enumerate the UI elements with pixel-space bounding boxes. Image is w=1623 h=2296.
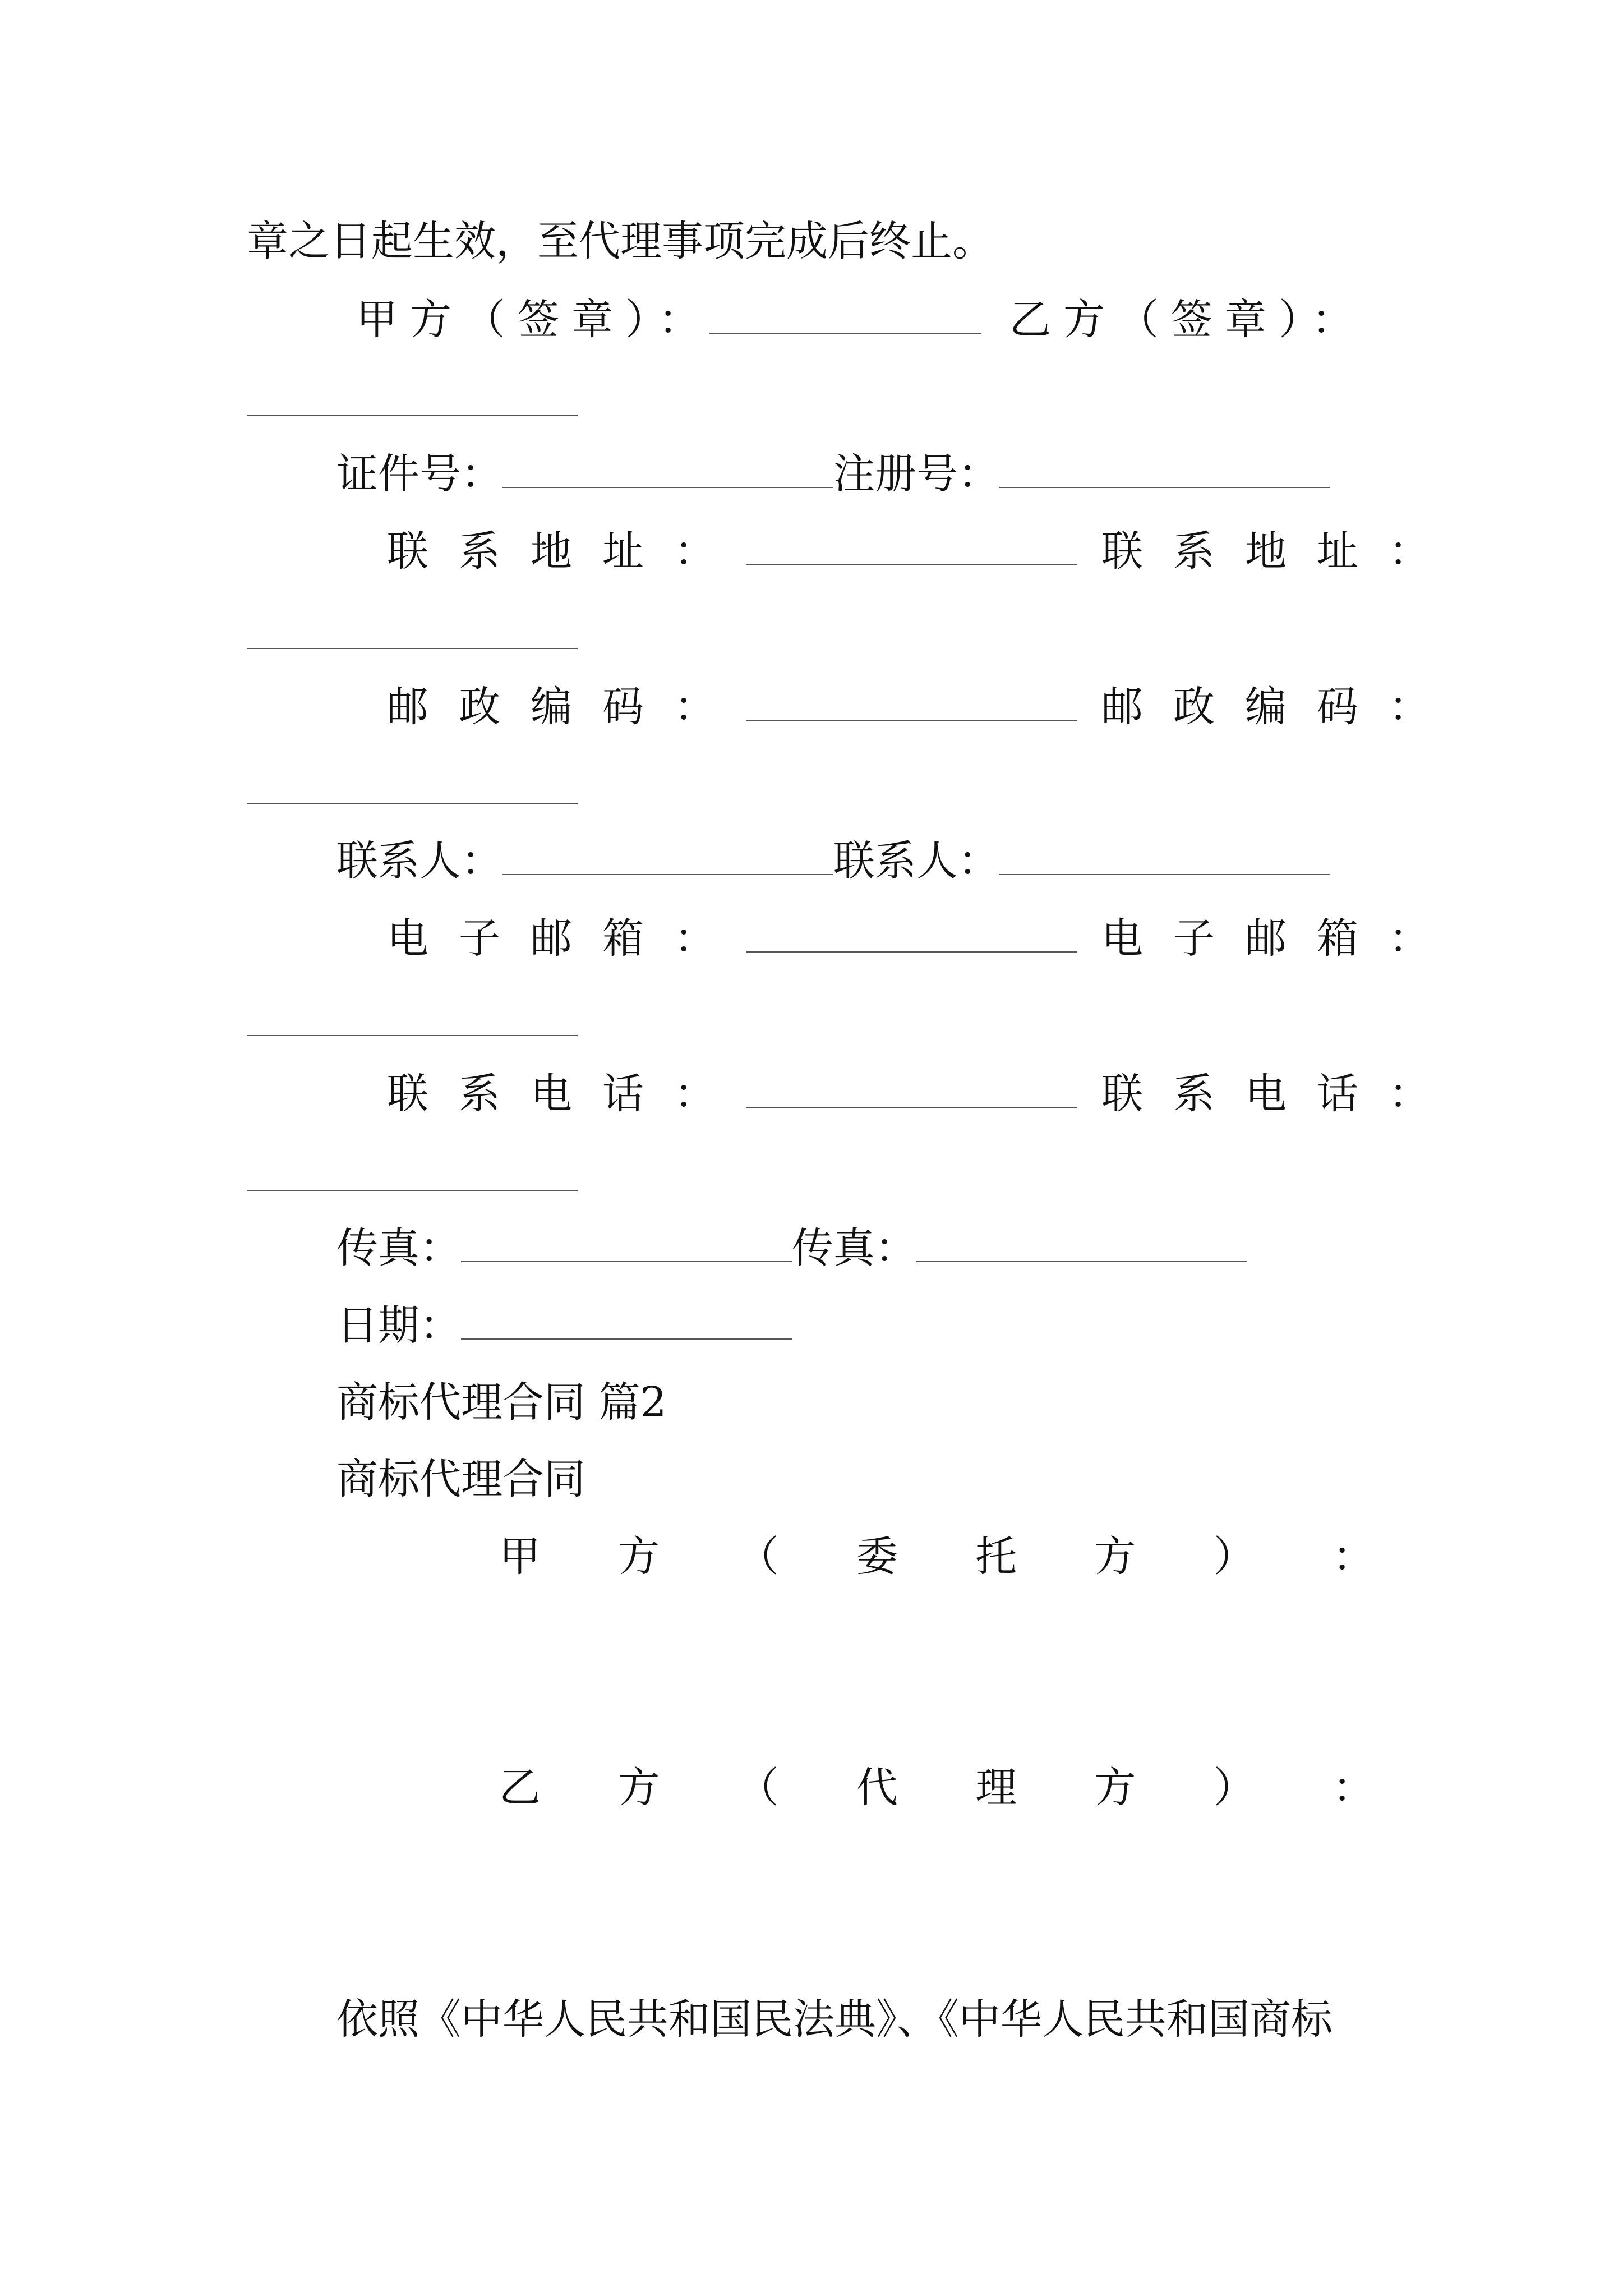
section-heading: 商标代理合同 篇2 [336, 1378, 667, 1427]
party-b-char: 乙 [499, 1764, 541, 1812]
fax-blank-b[interactable] [916, 1227, 1247, 1262]
contact-person-blank-b[interactable] [999, 840, 1330, 875]
phone-blank-a[interactable] [746, 1073, 1077, 1108]
party-a-char: 方 [618, 1533, 660, 1581]
party-a-char: ： [1332, 1533, 1374, 1581]
party-b-agent-line [499, 1763, 1374, 1813]
phone-row [387, 1069, 1460, 1119]
email-label-a: 电子邮箱： [387, 914, 746, 963]
phone-label-a: 联系电话： [387, 1070, 746, 1118]
party-b-sign-label: 乙方（签章）： [1009, 296, 1366, 344]
address-blank-a[interactable] [746, 531, 1077, 565]
party-a-char: 委 [856, 1533, 898, 1581]
email-blank-b[interactable] [247, 1035, 578, 1036]
fax-blank-a[interactable] [461, 1227, 792, 1262]
fax-label-a: 传真： [336, 1224, 461, 1272]
party-a-sign-label: 甲方（签章）： [356, 296, 712, 344]
contact-person-row [336, 836, 1330, 886]
contact-person-label-b: 联系人： [833, 837, 999, 885]
id-number-blank[interactable] [502, 453, 833, 488]
party-b-char: ） [1213, 1764, 1255, 1812]
party-a-client-line [499, 1531, 1374, 1582]
address-label-a: 联系地址： [387, 527, 746, 576]
postcode-label-b: 邮政编码： [1101, 683, 1460, 731]
contact-person-blank-a[interactable] [502, 840, 833, 875]
date-row [336, 1300, 792, 1351]
party-b-char: 代 [856, 1764, 898, 1812]
contact-person-label-a: 联系人： [336, 837, 502, 885]
phone-blank-b[interactable] [247, 1190, 578, 1191]
party-b-sign-blank[interactable] [247, 415, 578, 416]
email-row [387, 913, 1460, 964]
address-label-b: 联系地址： [1101, 527, 1460, 576]
phone-label-b: 联系电话： [1101, 1070, 1460, 1118]
address-blank-b[interactable] [247, 648, 578, 649]
registration-number-blank[interactable] [999, 453, 1330, 488]
postcode-label-a: 邮政编码： [387, 683, 746, 731]
party-b-char: ： [1332, 1764, 1374, 1812]
fax-row [336, 1223, 1247, 1273]
party-a-char: 方 [1094, 1533, 1136, 1581]
party-a-char: （ [737, 1533, 779, 1581]
postcode-blank-a[interactable] [746, 686, 1077, 721]
address-row [387, 526, 1460, 577]
contract-title: 商标代理合同 [336, 1455, 585, 1503]
party-a-char: 托 [975, 1533, 1017, 1581]
party-b-char: 方 [618, 1764, 660, 1812]
postcode-row [387, 682, 1460, 732]
party-b-char: （ [737, 1764, 779, 1812]
party-b-char: 方 [1094, 1764, 1136, 1812]
party-a-sign-blank[interactable] [709, 299, 981, 334]
fax-label-b: 传真： [792, 1224, 916, 1272]
email-blank-a[interactable] [746, 918, 1077, 953]
effective-clause: 章之日起生效，至代理事项完成后终止。 [247, 217, 994, 265]
legal-basis-line: 依照《中华人民共和国民法典》、《中华人民共和国商标 [336, 1995, 1332, 2044]
party-a-char: 甲 [499, 1533, 541, 1581]
registration-number-label: 注册号： [833, 450, 999, 498]
id-number-row [336, 449, 1330, 499]
date-blank[interactable] [461, 1305, 792, 1340]
id-number-label: 证件号： [336, 450, 502, 498]
postcode-blank-b[interactable] [247, 803, 578, 804]
signature-row [356, 295, 1366, 345]
party-b-char: 理 [975, 1764, 1017, 1812]
party-a-char: ） [1213, 1533, 1255, 1581]
date-label: 日期： [336, 1301, 461, 1350]
email-label-b: 电子邮箱： [1101, 914, 1460, 963]
